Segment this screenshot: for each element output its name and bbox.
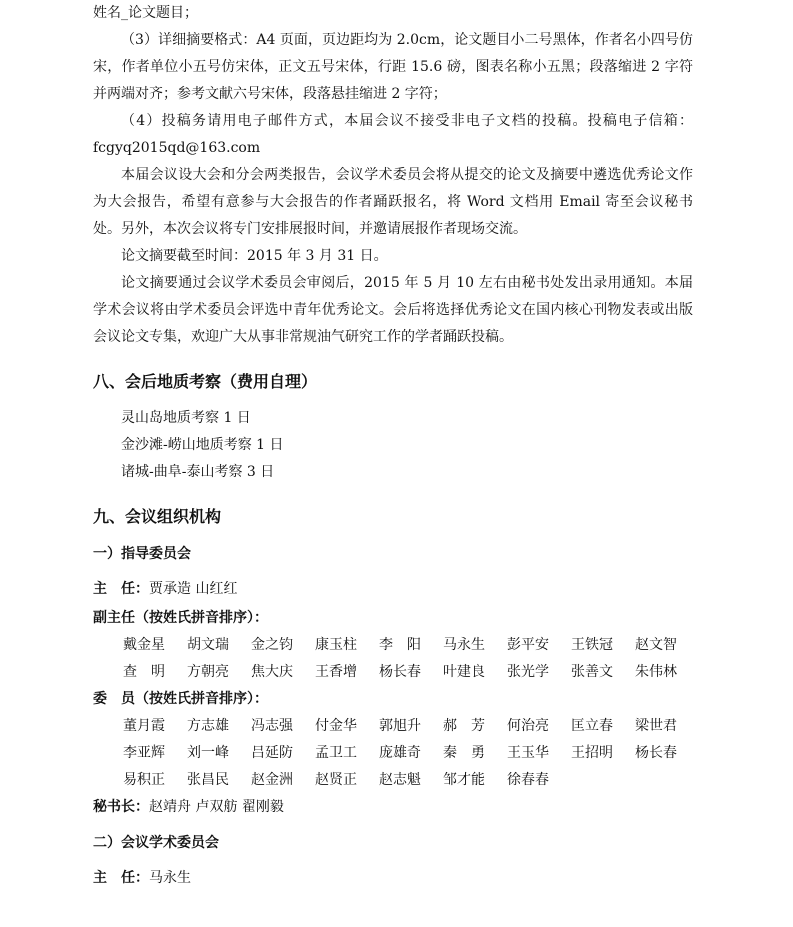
- name: 易积正: [123, 772, 165, 788]
- vice-label: 副主任（按姓氏拼音排序）：: [93, 610, 268, 626]
- name: 匡立春: [571, 718, 613, 734]
- name: 王香增: [315, 664, 357, 680]
- name: 邹才能: [443, 772, 485, 788]
- director-line: [93, 576, 693, 603]
- name: 梁世君: [635, 718, 677, 734]
- vice-names-row-1: [93, 632, 693, 659]
- name: 李 阳: [379, 637, 421, 653]
- name: 刘一峰: [187, 745, 229, 761]
- director-names: 贾承造 山红红: [149, 581, 238, 597]
- secretary-line: [93, 794, 693, 821]
- name: 焦大庆: [251, 664, 293, 680]
- name: 赵志魁: [379, 772, 421, 788]
- paragraph-review: 论文摘要通过会议学术委员会审阅后，2015 年 5 月 10 左右由秘书处发出录用通知。本届学术会议将由学术委员会评选中青年优秀论文。会后将选择优秀论文在国内核心刊物发表或出版会议论文专集，欢迎广大从事非常规油气研究工作的学者踊跃投稿。: [93, 275, 693, 345]
- name: 董月霞: [123, 718, 165, 734]
- name: 张光学: [507, 664, 549, 680]
- paragraph-format: （3）详细摘要格式：A4 页面，页边距均为 2.0cm，论文题目小二号黑体，作者名小四号仿宋，作者单位小五号仿宋体，正文五号宋体，行距 15.6 磅，图表名称小五黑；段落缩进 2 字符并两端对齐；参考文献六号宋体，段落悬挂缩进 2 字符；: [93, 32, 693, 102]
- name: 王招明: [571, 745, 613, 761]
- section-title-field-trip: 八、会后地质考察（费用自理）: [93, 372, 318, 391]
- paragraph-deadline: 论文摘要截至时间：2015 年 3 月 31 日。: [121, 248, 388, 264]
- name: 郭旭升: [379, 718, 421, 734]
- director2-label: 主 任：: [93, 870, 149, 886]
- secretary-names: 赵靖舟 卢双舫 翟刚毅: [149, 799, 284, 815]
- section-title-organization: 九、会议组织机构: [93, 507, 222, 526]
- trip-item: 灵山岛地质考察 1 日: [121, 410, 251, 426]
- name: 康玉柱: [315, 637, 357, 653]
- name: 方志雄: [187, 718, 229, 734]
- name: 徐春春: [507, 772, 549, 788]
- sub-title-academic: 二）会议学术委员会: [93, 835, 219, 851]
- name: 朱伟林: [635, 664, 677, 680]
- name: 杨长春: [379, 664, 421, 680]
- name: 叶建良: [443, 664, 485, 680]
- member-label: 委 员（按姓氏拼音排序）：: [93, 691, 268, 707]
- name: 赵贤正: [315, 772, 357, 788]
- name: 秦 勇: [443, 745, 485, 761]
- name: 查 明: [123, 664, 165, 680]
- name: 赵文智: [635, 637, 677, 653]
- name: 方朝亮: [187, 664, 229, 680]
- name: 张善文: [571, 664, 613, 680]
- name: 马永生: [443, 637, 485, 653]
- name: 付金华: [315, 718, 357, 734]
- name: 金之钧: [251, 637, 293, 653]
- paragraph-reports: 本届会议设大会和分会两类报告，会议学术委员会将从提交的论文及摘要中遴选优秀论文作为大会报告，希望有意参与大会报告的作者踊跃报名，将 Word 文档用 Email 寄至会议秘书处。另外，本次会议将专门安排展报时间，并邀请展报作者现场交流。: [93, 167, 693, 237]
- name: 王玉华: [507, 745, 549, 761]
- name: 赵金洲: [251, 772, 293, 788]
- name: 王铁冠: [571, 637, 613, 653]
- name: 孟卫工: [315, 745, 357, 761]
- member-names-row-1: [93, 713, 693, 740]
- name: 郝 芳: [443, 718, 485, 734]
- sub-title-guidance: 一）指导委员会: [93, 546, 191, 562]
- director2-names: 马永生: [149, 870, 191, 886]
- director-label: 主 任：: [93, 581, 149, 597]
- trip-item: 金沙滩-崂山地质考察 1 日: [121, 437, 284, 453]
- director2-line: [93, 865, 693, 892]
- top-line: 姓名_论文题目；: [93, 5, 198, 21]
- name: 吕延防: [251, 745, 293, 761]
- member-names-row-2: [93, 740, 693, 767]
- name: 冯志强: [251, 718, 293, 734]
- secretary-label: 秘书长：: [93, 799, 149, 815]
- vice-names-row-2: [93, 659, 693, 686]
- name: 李亚辉: [123, 745, 165, 761]
- paragraph-submission: （4）投稿务请用电子邮件方式，本届会议不接受非电子文档的投稿。投稿电子信箱：fcgyq2015qd@163.com: [93, 113, 693, 156]
- name: 何治亮: [507, 718, 549, 734]
- name: 杨长春: [635, 745, 677, 761]
- name: 胡文瑞: [187, 637, 229, 653]
- name: 戴金星: [123, 637, 165, 653]
- name: 彭平安: [507, 637, 549, 653]
- name: 庞雄奇: [379, 745, 421, 761]
- trip-item: 诸城-曲阜-泰山考察 3 日: [121, 464, 275, 480]
- member-names-row-3: [93, 767, 693, 794]
- name: 张昌民: [187, 772, 229, 788]
